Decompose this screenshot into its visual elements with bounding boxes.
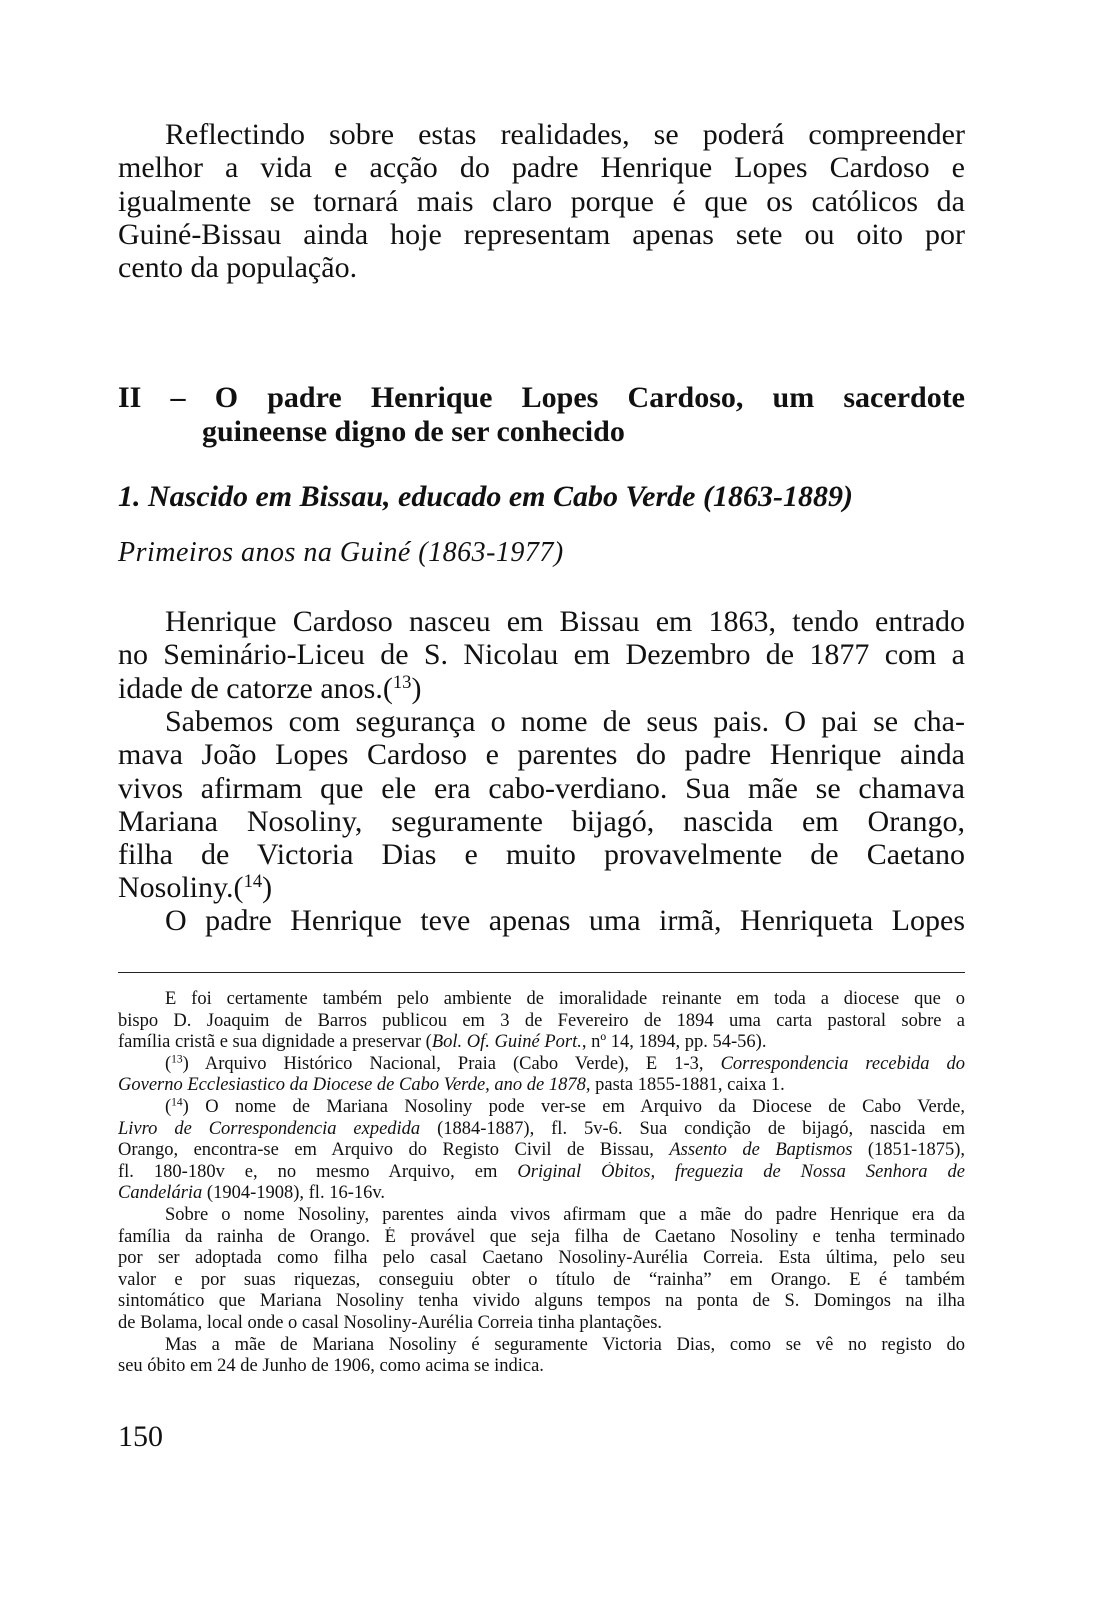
text-line [202,415,965,449]
text-segment: guineense digno de ser conhecido [202,415,625,448]
text-segment: (1851-1875), [852,1140,965,1161]
text-line [165,118,965,151]
text-segment: por ser adoptada como filha pelo casal Caetano Nosoliny-Aurélia Correia. Esta última, pelo seu [118,1248,965,1269]
text-segment: filha de Victoria Dias e muito provavelmente de Caetano [118,838,965,872]
paragraph-henrique-nasceu [118,605,965,705]
text-line [118,1162,965,1184]
text-segment: Orango, encontra-se em Arquivo do Registo Civil de Bissau, [118,1140,670,1161]
text-line [118,1075,965,1097]
text-line [165,1205,965,1227]
text-segment: de Bolama, local onde o casal Nosoliny-Aurélia Correia tinha plantações. [118,1312,663,1333]
text-line [118,871,965,904]
footnote [118,1205,965,1335]
text-segment: bispo D. Joaquim de Barros publicou em 3 de Fevereiro de 1894 uma carta pastoral sobre a [118,1010,965,1031]
text-segment: Sabemos com segurança o nome de seus pais. O pai se cha- [165,705,965,738]
text-segment: cento da população. [118,251,358,285]
footnote-divider [118,972,965,973]
text-line [118,772,965,805]
text-line [165,1097,965,1119]
italic-text: Candelária [118,1183,203,1204]
subsection-heading: 1. Nascido em Bissau, educado em Cabo Verde (1863-1889) [118,480,853,513]
text-line [118,381,965,415]
text-segment: idade de catorze anos.( [118,671,393,705]
section-heading [118,381,965,449]
text-segment: ( [165,1096,172,1117]
footnote [118,1097,965,1205]
text-segment: (1884-1887), fl. 5v-6. Sua condição de bijagó, nascida em [420,1118,965,1139]
footnote-reference: 14 [243,871,263,893]
footnote [118,1054,965,1097]
text-segment: Reflectindo sobre estas realidades, se poderá compreender [165,118,965,151]
italic-text: Assento de Baptismos [669,1140,853,1161]
text-line [118,1140,965,1162]
text-line [165,1335,965,1357]
text-segment: ) [262,871,273,905]
text-line [118,251,965,284]
text-line [118,218,965,251]
text-line [118,738,965,771]
text-segment: melhor a vida e acção do padre Henrique Lopes Cardoso e [118,151,965,185]
text-line [118,1356,965,1378]
text-segment: família cristã e sua dignidade a preservar ( [118,1032,432,1053]
text-line [118,805,965,838]
text-line [165,705,965,738]
text-segment: valor e por suas riquezas, conseguiu obter o título de “rainha” em Orango. E é também [118,1269,965,1290]
text-segment: Mariana Nosoliny, seguramente bijagó, nascida em Orango, [118,804,965,838]
text-segment: seu óbito em 24 de Junho de 1906, como acima se indica. [118,1356,544,1377]
italic-text: Livro de Correspondencia expedida [118,1118,421,1139]
text-line [118,1291,965,1313]
text-segment: ) [411,671,422,705]
footnote [118,1335,965,1378]
footnote-reference: 14 [171,1096,183,1109]
text-segment: vivos afirmam que ele era cabo-verdiano. Sua mãe se chamava [118,771,965,805]
text-line [118,1248,965,1270]
page-number: 150 [118,1420,163,1453]
text-segment: (1904-1908), fl. 16-16v. [202,1183,386,1204]
text-line [118,1227,965,1249]
paragraph-sabemos [118,705,965,905]
text-segment: Mas a mãe de Mariana Nosoliny é seguramente Victoria Dias, como se vê no registo do [165,1334,965,1355]
footnote-reference: 13 [392,671,412,693]
footnotes [118,989,965,1378]
text-line [118,1313,965,1335]
text-line [165,1054,965,1076]
italic-text: Bol. Of. Guiné Port. [431,1032,582,1053]
text-segment: sintomático que Mariana Nosoliny tenha vivido alguns tempos na ponta de S. Domingos na ilha [118,1291,965,1312]
paragraph-reflectindo [118,118,965,284]
text-line [118,638,965,671]
text-line [165,989,965,1011]
italic-text: Original Óbitos, freguezia de Nossa Senhora de [517,1161,965,1182]
text-segment: E foi certamente também pelo ambiente de imoralidade reinante em toda a diocese que o [165,989,965,1009]
italic-text: Governo Ecclesiastico da Diocese de Cabo Verde, ano de 1878 [118,1075,586,1096]
text-line [118,1011,965,1033]
text-line [118,838,965,871]
text-line [118,1119,965,1141]
text-segment: Guiné-Bissau ainda hoje representam apenas sete ou oito por [118,217,965,251]
text-line [118,151,965,184]
text-segment: no Seminário-Liceu de S. Nicolau em Dezembro de 1877 com a [118,638,965,672]
italic-text: Correspondencia recebida do [720,1053,965,1074]
text-line [118,1183,965,1205]
text-line [165,605,965,638]
text-segment: família da rainha de Orango. É provável que seja filha de Caetano Nosoliny e tenha terminado [118,1226,965,1247]
text-segment: mava João Lopes Cardoso e parentes do padre Henrique ainda [118,738,965,772]
text-segment: Nosoliny.( [118,871,244,905]
text-line [118,185,965,218]
text-segment: II – O padre Henrique Lopes Cardoso, um sacerdote [118,381,965,414]
text-segment: , pasta 1855-1881, caixa 1. [585,1075,785,1096]
text-line [118,1032,965,1054]
text-segment: ( [165,1053,172,1074]
footnote [118,989,965,1054]
sub-subsection-heading: Primeiros anos na Guiné (1863-1977) [118,537,564,568]
text-segment: igualmente se tornará mais claro porque é que os católicos da [118,184,965,218]
text-segment: O padre Henrique teve apenas uma irmã, Henriqueta Lopes [165,904,965,937]
text-segment: ) O nome de Mariana Nosoliny pode ver-se em Arquivo da Diocese de Cabo Verde, [182,1096,965,1117]
text-line [118,672,965,705]
text-segment: ) Arquivo Histórico Nacional, Praia (Cabo Verde), E 1-3, [182,1053,721,1074]
text-segment: Sobre o nome Nosoliny, parentes ainda vivos afirmam que a mãe do padre Henrique era da [165,1204,965,1225]
footnote-reference: 13 [171,1053,183,1066]
text-segment: fl. 180-180v e, no mesmo Arquivo, em [118,1161,518,1182]
text-segment: Henrique Cardoso nasceu em Bissau em 1863, tendo entrado [165,605,965,638]
text-segment: , nº 14, 1894, pp. 54-56). [581,1032,767,1053]
paragraph-irma [118,904,965,937]
text-line [118,1270,965,1292]
text-line [165,904,965,937]
